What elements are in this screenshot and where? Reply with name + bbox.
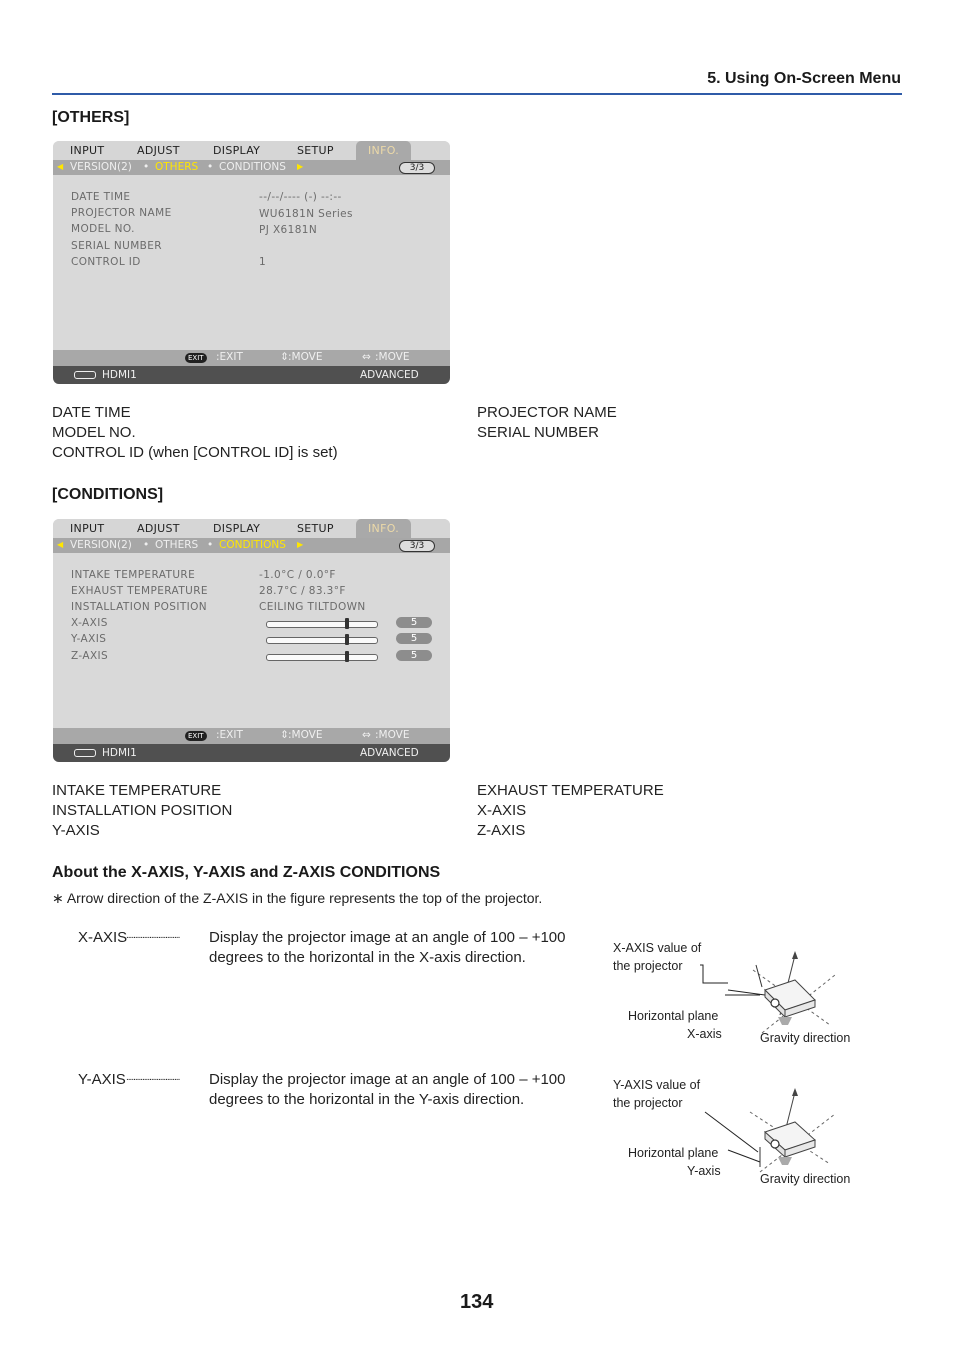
y-axis-value-badge: 5 (396, 633, 432, 644)
row-label-date-time: DATE TIME (71, 191, 131, 203)
figure-label-gravity: Gravity direction (760, 1172, 851, 1186)
description-line: Display the projector image at an angle of 100 – +100 (209, 1071, 566, 1088)
header-rule (52, 93, 902, 95)
up-down-icon: ⇕ (280, 351, 289, 363)
left-right-icon: ⇔ (362, 729, 371, 741)
tab-display[interactable]: DISPLAY (213, 522, 261, 535)
exit-key-icon: EXIT (185, 353, 207, 363)
z-axis-slider[interactable] (266, 654, 378, 661)
page-indicator: 3/3 (399, 540, 435, 552)
source-label: HDMI1 (102, 747, 137, 759)
osd-subtab-bar (53, 538, 450, 553)
list-item: INTAKE TEMPERATURE (52, 782, 222, 799)
slider-knob[interactable] (345, 651, 349, 662)
subtab-others[interactable]: OTHERS (155, 161, 199, 173)
list-item: Y-AXIS (52, 822, 100, 839)
subtab-others[interactable]: OTHERS (155, 539, 199, 551)
help-exit: :EXIT (216, 729, 243, 741)
subtab-conditions[interactable]: CONDITIONS (219, 161, 286, 173)
help-exit: :EXIT (216, 351, 243, 363)
projector-x-axis-illustration (610, 935, 870, 1055)
bullet-icon: • (207, 539, 214, 551)
x-axis-slider[interactable] (266, 621, 378, 628)
bullet-icon: • (143, 539, 150, 551)
others-osd-panel (53, 141, 450, 384)
tab-setup[interactable]: SETUP (297, 144, 334, 157)
help-move-vertical: :MOVE (288, 729, 323, 741)
bullet-icon: • (143, 161, 150, 173)
list-item: CONTROL ID (when [CONTROL ID] is set) (52, 444, 338, 461)
figure-label-axis: Y-axis (687, 1164, 721, 1178)
left-arrow-icon[interactable]: ◀ (57, 162, 64, 171)
page-number: 134 (460, 1291, 494, 1313)
axis-conditions-heading: About the X-AXIS, Y-AXIS and Z-AXIS CONDITIONS (52, 864, 441, 881)
left-right-icon: ⇔ (362, 351, 371, 363)
row-label-x-axis: X-AXIS (71, 617, 108, 629)
subtab-version[interactable]: VERSION(2) (70, 161, 132, 173)
x-axis-value-badge: 5 (396, 617, 432, 628)
slider-knob[interactable] (345, 634, 349, 645)
osd-body (53, 175, 450, 350)
row-label-serial-number: SERIAL NUMBER (71, 240, 162, 252)
osd-subtab-bar (53, 160, 450, 175)
osd-status-bar (53, 744, 450, 762)
list-item: DATE TIME (52, 404, 131, 421)
list-item: X-AXIS (477, 802, 527, 819)
list-item: SERIAL NUMBER (477, 424, 599, 441)
x-axis-term: X-AXIS (78, 929, 128, 946)
subtab-version[interactable]: VERSION(2) (70, 539, 132, 551)
tab-input[interactable]: INPUT (70, 144, 105, 157)
figure-label-value: the projector (613, 959, 683, 973)
osd-body (53, 553, 450, 728)
row-value-exhaust-temperature: 28.7°C / 83.3°F (259, 585, 346, 597)
description-line: Display the projector image at an angle of 100 – +100 (209, 929, 566, 946)
figure-label-axis: X-axis (687, 1027, 722, 1041)
tab-setup[interactable]: SETUP (297, 522, 334, 535)
left-arrow-icon[interactable]: ◀ (57, 540, 64, 549)
axis-note: ∗ Arrow direction of the Z-AXIS in the figure represents the top of the projector. (52, 890, 543, 906)
y-axis-figure (610, 1072, 870, 1192)
list-item: Z-AXIS (477, 822, 526, 839)
mode-label: ADVANCED (360, 747, 419, 759)
running-head: 5. Using On-Screen Menu (707, 70, 901, 87)
row-label-exhaust-temperature: EXHAUST TEMPERATURE (71, 585, 208, 597)
row-label-intake-temperature: INTAKE TEMPERATURE (71, 569, 196, 581)
exit-key-icon: EXIT (185, 731, 207, 741)
others-heading: [OTHERS] (52, 109, 130, 126)
slider-knob[interactable] (345, 618, 349, 629)
osd-tab-bar (53, 519, 450, 538)
conditions-heading: [CONDITIONS] (52, 486, 164, 503)
osd-help-bar (53, 728, 450, 744)
conditions-items-right (477, 781, 664, 841)
row-label-model-no: MODEL NO. (71, 223, 135, 235)
row-value-installation-position: CEILING TILTDOWN (259, 601, 366, 613)
up-down-icon: ⇕ (280, 729, 289, 741)
row-value-model-no: PJ X6181N (259, 224, 318, 236)
hdmi-icon (74, 749, 96, 757)
mode-label: ADVANCED (360, 369, 419, 381)
list-item: MODEL NO. (52, 424, 136, 441)
source-label: HDMI1 (102, 369, 137, 381)
list-item: EXHAUST TEMPERATURE (477, 782, 664, 799)
description-line: degrees to the horizontal in the X-axis direction. (209, 949, 526, 966)
right-arrow-icon[interactable]: ▶ (297, 540, 304, 549)
figure-label-value: X-AXIS value of (613, 941, 702, 955)
help-move-vertical: :MOVE (288, 351, 323, 363)
list-item: PROJECTOR NAME (477, 404, 617, 421)
tab-adjust[interactable]: ADJUST (137, 522, 180, 535)
hdmi-icon (74, 371, 96, 379)
row-value-control-id: 1 (259, 256, 267, 268)
description-line: degrees to the horizontal in the Y-axis direction. (209, 1091, 525, 1108)
figure-label-plane: Horizontal plane (628, 1009, 719, 1023)
row-value-projector-name: WU6181N Series (259, 208, 353, 220)
osd-status-bar (53, 366, 450, 384)
y-axis-slider[interactable] (266, 637, 378, 644)
x-axis-figure (610, 935, 870, 1055)
subtab-conditions[interactable]: CONDITIONS (219, 539, 286, 551)
conditions-items-left (52, 781, 232, 841)
figure-label-plane: Horizontal plane (628, 1146, 719, 1160)
figure-label-value: the projector (613, 1096, 683, 1110)
figure-label-gravity: Gravity direction (760, 1031, 851, 1045)
tab-info[interactable]: INFO. (356, 141, 411, 160)
osd-tab-bar (53, 141, 450, 160)
row-value-intake-temperature: -1.0°C / 0.0°F (259, 569, 336, 581)
leader-dots: .............................. (126, 930, 180, 941)
bullet-icon: • (207, 161, 214, 173)
help-move-horizontal: :MOVE (375, 351, 410, 363)
others-items-left (52, 403, 338, 463)
figure-label-value: Y-AXIS value of (613, 1078, 701, 1092)
row-label-projector-name: PROJECTOR NAME (71, 207, 172, 219)
list-item: INSTALLATION POSITION (52, 802, 233, 819)
osd-help-bar (53, 350, 450, 366)
x-axis-description (209, 928, 565, 968)
tab-adjust[interactable]: ADJUST (137, 144, 180, 157)
page-indicator: 3/3 (399, 162, 435, 174)
y-axis-description (209, 1070, 565, 1110)
tab-display[interactable]: DISPLAY (213, 144, 261, 157)
right-arrow-icon[interactable]: ▶ (297, 162, 304, 171)
y-axis-term: Y-AXIS (78, 1071, 126, 1088)
tab-input[interactable]: INPUT (70, 522, 105, 535)
conditions-osd-panel (53, 519, 450, 762)
row-label-y-axis: Y-AXIS (71, 633, 107, 645)
tab-info[interactable]: INFO. (356, 519, 411, 538)
leader-dots: .............................. (126, 1072, 180, 1083)
projector-y-axis-illustration (610, 1072, 870, 1192)
z-axis-value-badge: 5 (396, 650, 432, 661)
row-label-control-id: CONTROL ID (71, 256, 141, 268)
row-value-date-time: --/--/---- (-) --:-- (259, 191, 342, 203)
others-items-right (477, 403, 617, 443)
row-label-z-axis: Z-AXIS (71, 650, 109, 662)
help-move-horizontal: :MOVE (375, 729, 410, 741)
row-label-installation-position: INSTALLATION POSITION (71, 601, 208, 613)
